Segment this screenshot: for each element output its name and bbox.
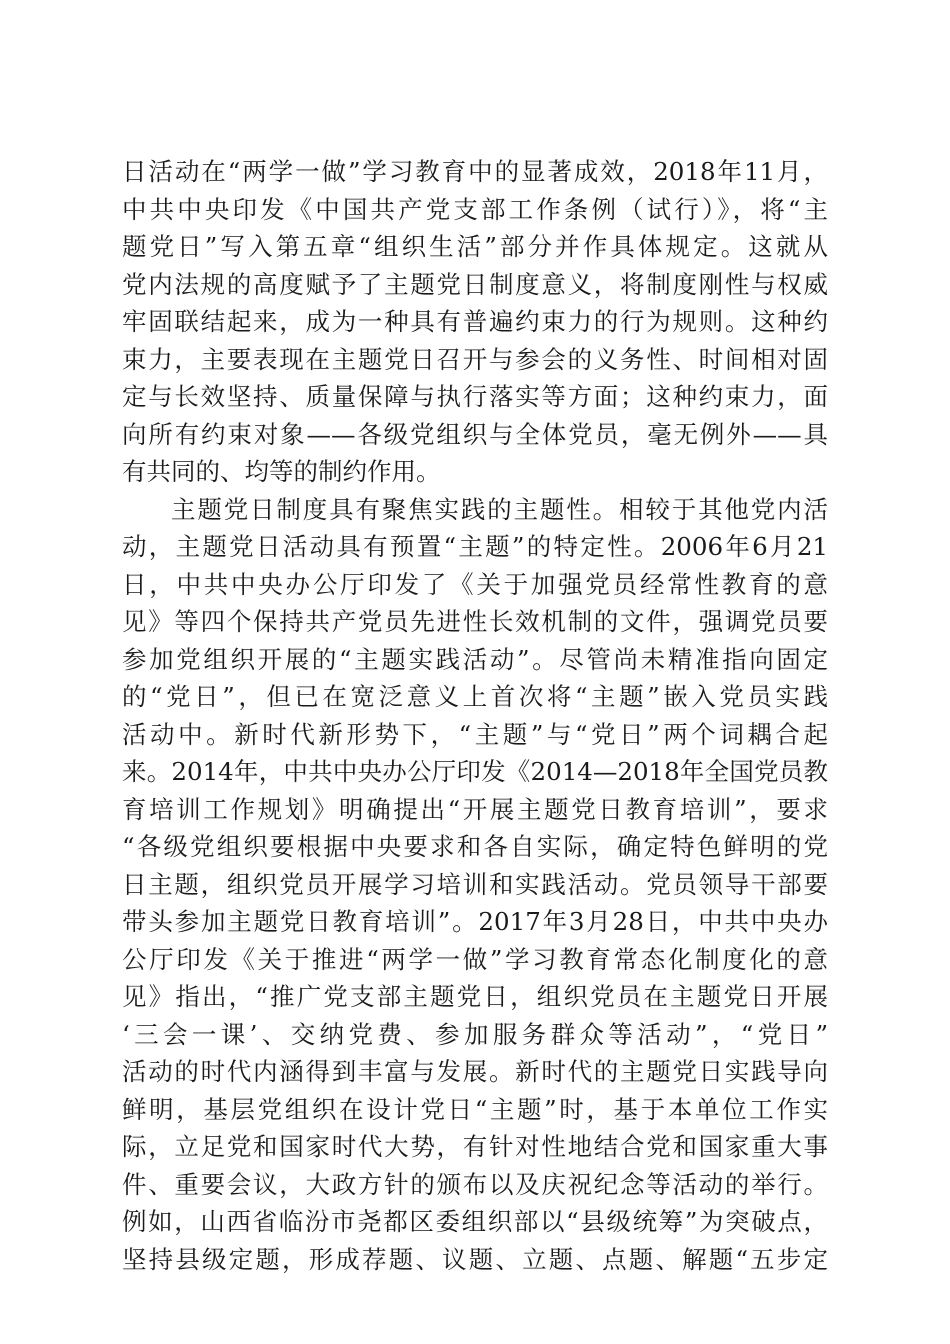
text-line: 际，立足党和国家时代大势，有针对性地结合党和国家重大事 bbox=[122, 1132, 828, 1161]
paragraph-first-line: 主题党日制度具有聚焦实践的主题性。相较于其他党内活 bbox=[171, 494, 828, 524]
text-line: 例如，山西省临汾市尧都区委组织部以“县级统筹”为突破点， bbox=[122, 1207, 828, 1236]
text-line: 公厅印发《关于推进“两学一做”学习教育常态化制度化的意 bbox=[122, 944, 828, 974]
text-line: 党内法规的高度赋予了主题党日制度意义，将制度刚性与权威 bbox=[122, 269, 828, 299]
text-line: 来。2014年，中共中央办公厅印发《2014—2018年全国党员教 bbox=[122, 757, 828, 786]
text-line: 鲜明，基层党组织在设计党日“主题”时，基于本单位工作实 bbox=[122, 1094, 828, 1124]
text-line: 见》指出，“推广党支部主题党日，组织党员在主题党日开展 bbox=[122, 982, 828, 1011]
text-line: 牢固联结起来，成为一种具有普遍约束力的行为规则。这种约 bbox=[122, 307, 828, 336]
paragraph-end-line: 有共同的、均等的制约作用。 bbox=[122, 457, 441, 486]
text-line: 日活动在“两学一做”学习教育中的显著成效，2018年11月， bbox=[122, 157, 828, 186]
text-line: 见》等四个保持共产党员先进性长效机制的文件，强调党员要 bbox=[122, 607, 828, 636]
text-line: 中共中央印发《中国共产党支部工作条例（试行）》，将“主 bbox=[122, 194, 828, 224]
body-text bbox=[122, 153, 828, 1278]
text-line: 参加党组织开展的“主题实践活动”。尽管尚未精准指向固定 bbox=[122, 644, 828, 674]
text-line: 件、重要会议，大政方针的颁布以及庆祝纪念等活动的举行。 bbox=[122, 1169, 828, 1199]
text-line: 题党日”写入第五章“组织生活”部分并作具体规定。这就从 bbox=[122, 232, 828, 261]
text-line: 向所有约束对象——各级党组织与全体党员，毫无例外——具 bbox=[122, 419, 828, 449]
text-line: 活动的时代内涵得到丰富与发展。新时代的主题党日实践导向 bbox=[122, 1057, 828, 1086]
text-line: 育培训工作规划》明确提出“开展主题党日教育培训”，要求 bbox=[122, 794, 828, 824]
text-line: 定与长效坚持、质量保障与执行落实等方面；这种约束力，面 bbox=[122, 382, 828, 411]
text-line: 日主题，组织党员开展学习培训和实践活动。党员领导干部要 bbox=[122, 869, 828, 899]
text-line: ‘三会一课’、交纳党费、参加服务群众等活动”，“党日” bbox=[122, 1019, 828, 1049]
text-line: 动，主题党日活动具有预置“主题”的特定性。2006年6月21 bbox=[122, 532, 828, 561]
text-line: 坚持县级定题，形成荐题、议题、立题、点题、解题“五步定 bbox=[122, 1244, 828, 1274]
text-line: 活动中。新时代新形势下，“主题”与“党日”两个词耦合起 bbox=[122, 719, 828, 749]
text-line: 的“党日”，但已在宽泛意义上首次将“主题”嵌入党员实践 bbox=[122, 682, 828, 711]
text-line: 日，中共中央办公厅印发了《关于加强党员经常性教育的意 bbox=[122, 569, 828, 599]
text-line: 束力，主要表现在主题党日召开与参会的义务性、时间相对固 bbox=[122, 344, 828, 374]
text-line: 带头参加主题党日教育培训”。2017年3月28日，中共中央办 bbox=[122, 907, 828, 936]
text-line: “各级党组织要根据中央要求和各自实际，确定特色鲜明的党 bbox=[122, 832, 828, 861]
